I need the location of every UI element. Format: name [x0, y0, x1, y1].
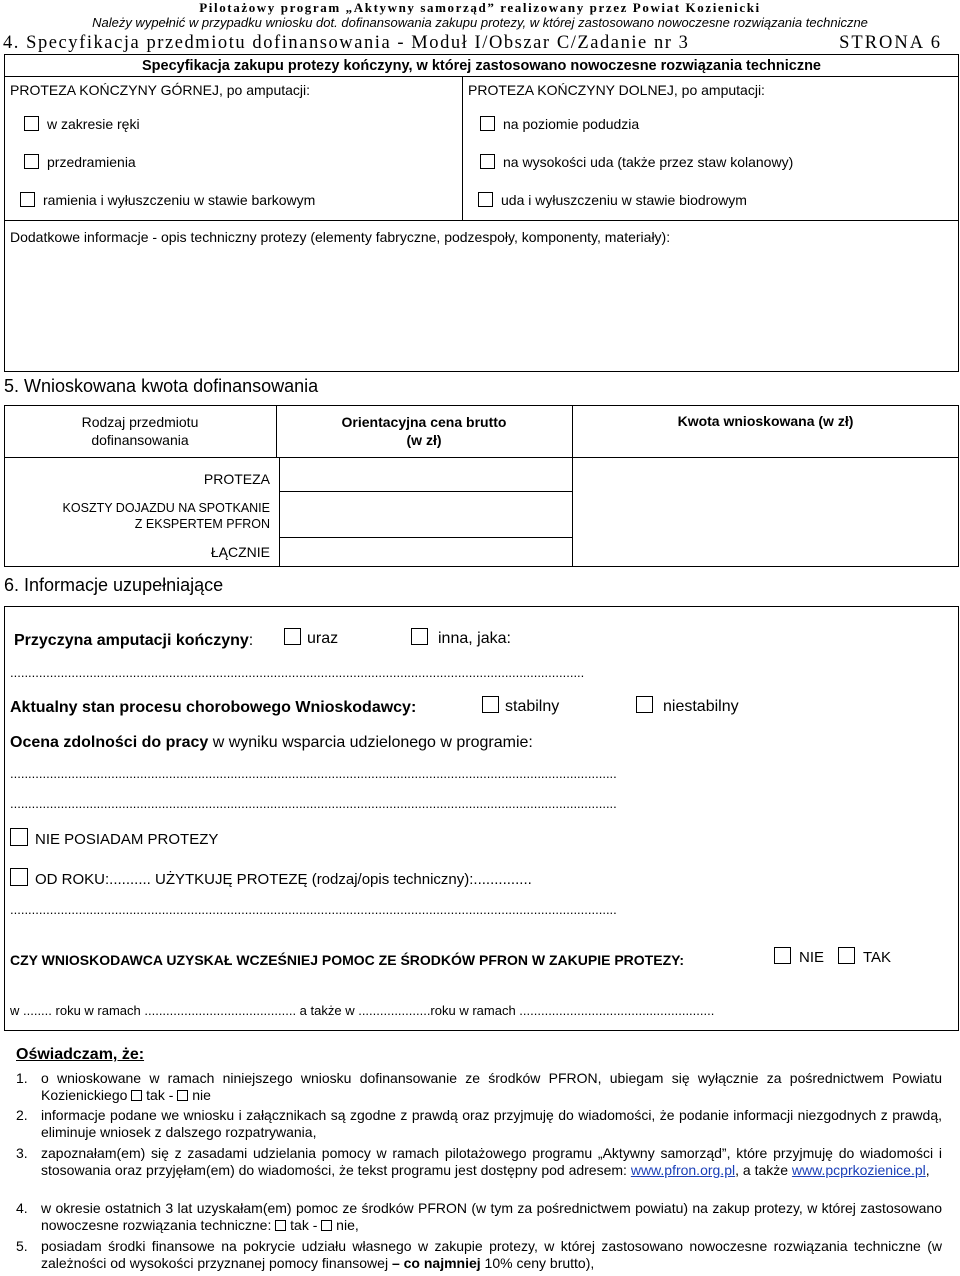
spec-title: Specyfikacja zakupu protezy kończyny, w której zastosowano nowoczesne rozwiązania techniczne — [141, 58, 821, 74]
work-capacity-label: Ocena zdolności do pracy w wyniku wsparcia udzielonego w programie: — [10, 734, 533, 751]
declaration-item-3: 3. zapoznałam(em) się z zasadami udzielania pomocy w ramach pilotażowego programu „Aktywny samorząd”, które przyjmuję do wiadomości i stosowania oraz przyjęłam(em) do wiadomości, że tekst programu jest dostępny pod adresem: www.pfron.org.pl, a także www.pcprkozienice.pl, — [16, 1145, 942, 1178]
checkbox[interactable] — [411, 628, 428, 645]
lower-option-hip[interactable]: uda i wyłuszczeniu w stawie biodrowym — [478, 192, 747, 208]
checkbox[interactable] — [10, 828, 28, 846]
lower-option-thigh[interactable]: na wysokości uda (także przez staw kolanowy) — [480, 154, 793, 170]
pfron-detail[interactable]: w ........ roku w ramach .......................................... a także w ....................roku w ramach ...................................................... — [10, 1003, 715, 1018]
checkbox[interactable] — [10, 868, 28, 886]
declaration-item-2: 2. informacje podane we wniosku i załącznikach są zgodne z prawdą oraz przyjmuję do wiadomości, że podanie informacji niezgodnych z prawdą, eliminuje wniosek z dalszego rozpatrywania, — [16, 1107, 942, 1140]
no-prosthesis-option[interactable]: NIE POSIADAM PROTEZY — [10, 828, 218, 848]
lower-limb-heading: PROTEZA KOŃCZYNY DOLNEJ, po amputacji: — [468, 82, 765, 98]
pcpr-link[interactable]: www.pcprkozienice.pl — [791, 1162, 926, 1178]
upper-option-hand[interactable]: w zakresie ręki — [24, 116, 140, 132]
upper-limb-heading: PROTEZA KOŃCZYNY GÓRNEJ, po amputacji: — [10, 82, 311, 98]
declaration-item-4: 4. w okresie ostatnich 3 lat uzyskałam(em) pomoc ze środków PFRON (w tym za pośrednictwem powiatu) na zakup protezy, w której zastosowano nowoczesne rozwiązania techniczne: tak - nie, — [16, 1200, 942, 1233]
col-header-amount: Kwota wnioskowana (w zł) — [677, 413, 854, 429]
row-label-proteza: PROTEZA — [203, 471, 270, 487]
row-label-travel: KOSZTY DOJAZDU NA SPOTKANIE Z EKSPERTEM PFRON — [62, 501, 270, 531]
col-header-price: Orientacyjna cena brutto (w zł) — [341, 414, 507, 448]
checkbox[interactable] — [20, 192, 35, 207]
checkbox[interactable] — [478, 192, 493, 207]
pfron-option-yes[interactable]: TAK — [838, 947, 891, 966]
checkbox[interactable] — [482, 696, 499, 713]
checkbox[interactable] — [275, 1220, 286, 1231]
cause-dots[interactable]: ............................................................................................................................................................... — [10, 665, 585, 680]
section-6-title: 6. Informacje uzupełniające — [4, 575, 224, 595]
declaration-item-5: 5. posiadam środki finansowe na pokrycie udziału własnego w zakupie protezy, w której zastosowano nowoczesne rozwiązania techniczne (w zależności od wysokości przyznanej pomocy finansowej – co najmniej 10% ceny brutto), — [16, 1238, 942, 1271]
lower-option-shin[interactable]: na poziomie podudzia — [480, 116, 639, 132]
declaration-item-1: 1. o wnioskowane w ramach niniejszego wniosku dofinansowanie ze środków PFRON, ubiegam się wyłącznie za pośrednictwem Powiatu Kozienickiego tak - nie — [16, 1070, 942, 1103]
checkbox[interactable] — [131, 1090, 142, 1101]
fill-note: Należy wypełnić w przypadku wniosku dot. dofinansowania zakupu protezy, w której zastosowano nowoczesne rozwiązania techniczne — [92, 15, 868, 30]
section-5-title: 5. Wnioskowana kwota dofinansowania — [4, 376, 319, 396]
col-header-type: Rodzaj przedmiotu dofinansowania — [81, 414, 199, 448]
state-option-stable[interactable]: stabilny — [482, 696, 559, 716]
cause-option-other[interactable]: inna, jaka: — [411, 628, 511, 648]
work-dots-2[interactable]: ........................................................................................................................................................................ — [10, 796, 617, 811]
upper-option-forearm[interactable]: przedramienia — [24, 154, 136, 170]
checkbox[interactable] — [24, 116, 39, 131]
row-label-total: ŁĄCZNIE — [210, 544, 270, 560]
program-header: Pilotażowy program „Aktywny samorząd” realizowany przez Powiat Kozienicki — [199, 0, 761, 15]
upper-option-arm[interactable]: ramienia i wyłuszczeniu w stawie barkowym — [20, 192, 315, 208]
disease-state-label: Aktualny stan procesu chorobowego Wnioskodawcy: — [10, 699, 417, 716]
amputation-cause-row: Przyczyna amputacji kończyny: — [14, 632, 254, 649]
state-option-unstable[interactable]: niestabilny — [636, 696, 739, 716]
cause-option-injury[interactable]: uraz — [284, 628, 338, 648]
since-year-dots[interactable]: ........................................................................................................................................................................ — [10, 902, 617, 917]
checkbox[interactable] — [636, 696, 653, 713]
checkbox[interactable] — [24, 154, 39, 169]
work-dots-1[interactable]: ........................................................................................................................................................................ — [10, 766, 617, 781]
checkbox[interactable] — [774, 947, 791, 964]
pfron-link[interactable]: www.pfron.org.pl — [630, 1162, 736, 1178]
page-number: STRONA 6 — [839, 33, 942, 53]
checkbox[interactable] — [480, 154, 495, 169]
checkbox[interactable] — [321, 1220, 332, 1231]
pfron-question: CZY WNIOSKODAWCA UZYSKAŁ WCZEŚNIEJ POMOC ZE ŚRODKÓW PFRON W ZAKUPIE PROTEZY: — [10, 952, 685, 968]
checkbox[interactable] — [480, 116, 495, 131]
checkbox[interactable] — [177, 1090, 188, 1101]
additional-info-field[interactable] — [8, 250, 954, 368]
section-4-title: 4. Specyfikacja przedmiotu dofinansowania - Moduł I/Obszar C/Zadanie nr 3 — [3, 33, 690, 53]
checkbox[interactable] — [838, 947, 855, 964]
additional-info-label: Dodatkowe informacje - opis techniczny protezy (elementy fabryczne, podzespoły, komponenty, materiały): — [10, 229, 671, 245]
since-year-option[interactable]: OD ROKU:.......... UŻYTKUJĘ PROTEZĘ (rodzaj/opis techniczny):.............. — [10, 868, 532, 888]
checkbox[interactable] — [284, 628, 301, 645]
pfron-option-no[interactable]: NIE — [774, 947, 824, 966]
declaration-title: Oświadczam, że: — [16, 1046, 145, 1063]
